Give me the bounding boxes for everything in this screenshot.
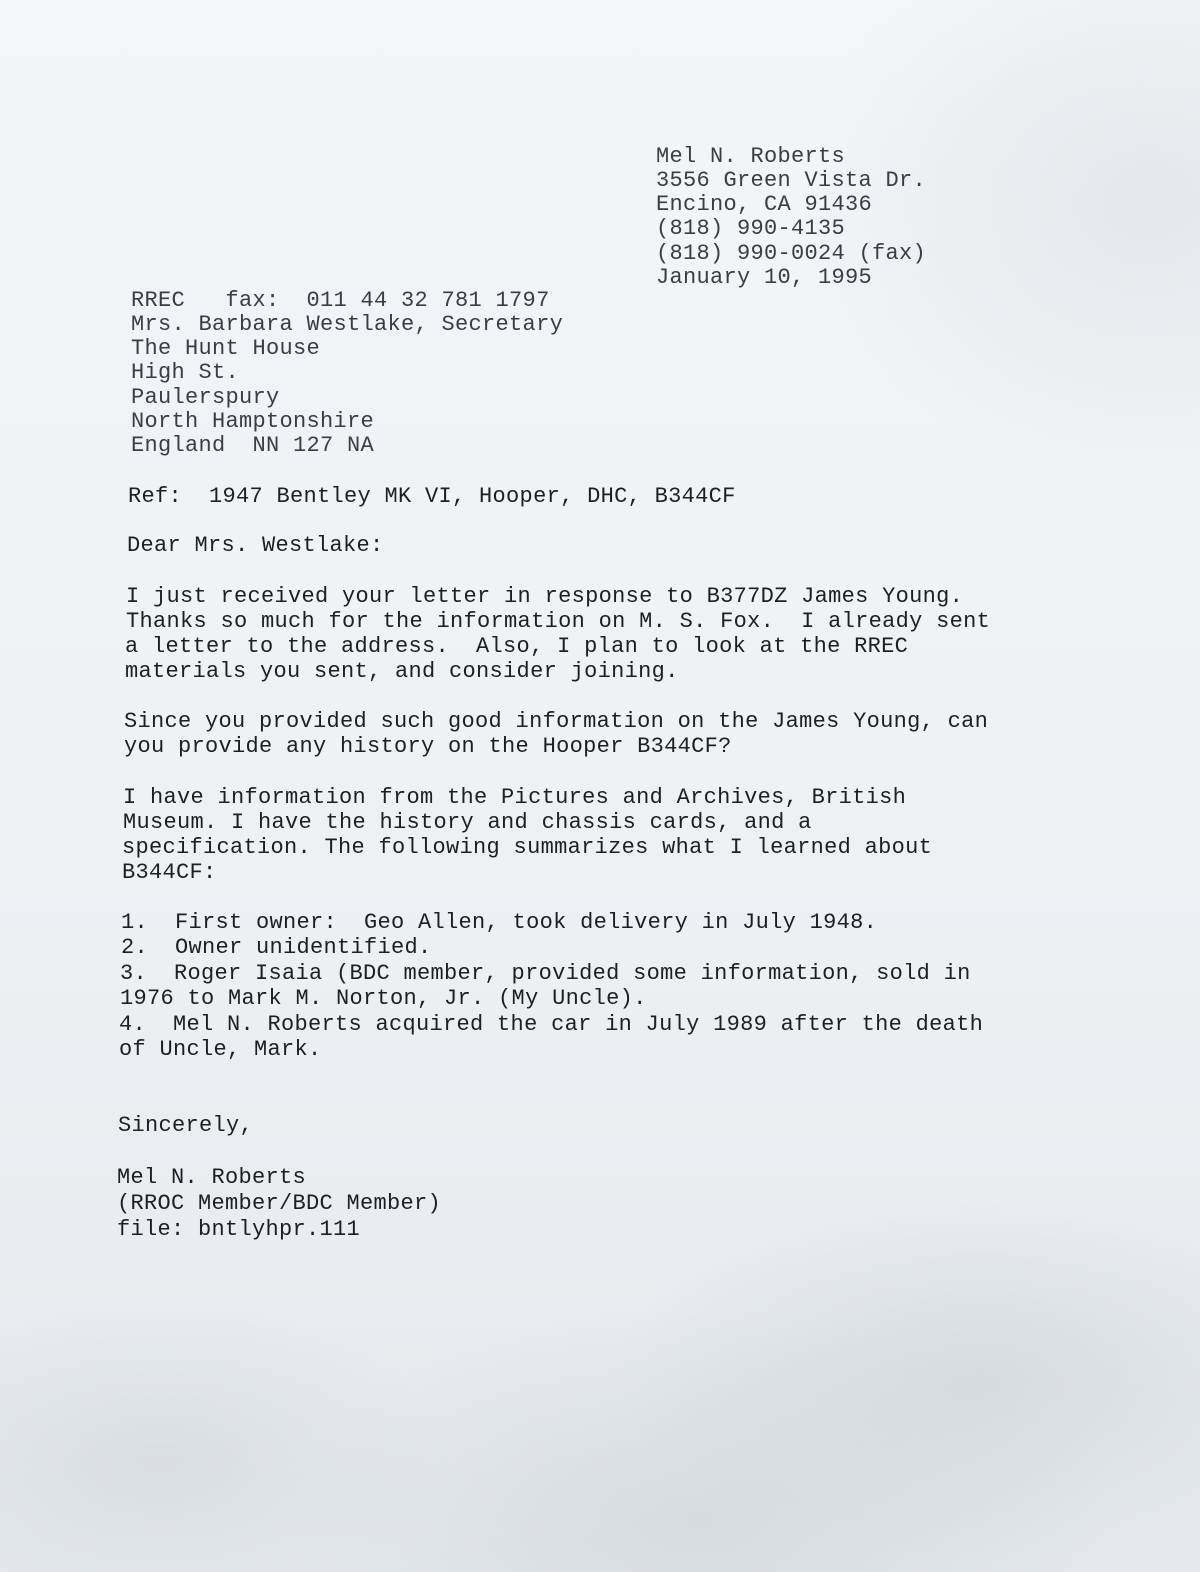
- letter-date: January 10, 1995: [656, 265, 873, 290]
- sender-city: Encino, CA 91436: [656, 192, 873, 217]
- sender-phone: (818) 990-4135: [656, 216, 846, 241]
- recipient-address-line: The Hunt House: [131, 336, 321, 361]
- list-item-continuation: 1976 to Mark M. Norton, Jr. (My Uncle).: [120, 986, 647, 1011]
- paragraph-line: you provide any history on the Hooper B344CF?: [124, 734, 732, 759]
- paragraph-line: a letter to the address. Also, I plan to look at the RREC: [125, 634, 909, 659]
- paragraph-line: materials you sent, and consider joining.: [125, 659, 679, 684]
- paragraph-line: I have information from the Pictures and Archives, British: [123, 785, 907, 810]
- list-item: 3. Roger Isaia (BDC member, provided some information, sold in: [120, 961, 971, 986]
- paragraph-line: specification. The following summarizes what I learned about: [122, 835, 933, 860]
- closing: Sincerely,: [118, 1113, 254, 1138]
- list-item: 2. Owner unidentified.: [121, 935, 432, 960]
- sender-street: 3556 Green Vista Dr.: [656, 168, 927, 193]
- paragraph-line: Since you provided such good information on the James Young, can: [124, 709, 989, 734]
- reference-line: Ref: 1947 Bentley MK VI, Hooper, DHC, B344CF: [128, 484, 736, 509]
- paragraph-line: Thanks so much for the information on M. S. Fox. I already sent: [126, 609, 991, 634]
- recipient-name: Mrs. Barbara Westlake, Secretary: [131, 312, 564, 337]
- list-item: 1. First owner: Geo Allen, took delivery in July 1948.: [121, 910, 878, 935]
- file-reference: file: bntlyhpr.111: [117, 1217, 361, 1242]
- paragraph-line: B344CF:: [122, 860, 217, 885]
- paragraph-line: I just received your letter in response to B377DZ James Young.: [126, 584, 964, 609]
- paragraph-line: Museum. I have the history and chassis cards, and a: [123, 810, 812, 835]
- signature-membership: (RROC Member/BDC Member): [117, 1191, 442, 1216]
- list-item: 4. Mel N. Roberts acquired the car in July 1989 after the death: [119, 1012, 984, 1037]
- recipient-fax-line: RREC fax: 011 44 32 781 1797: [131, 288, 550, 313]
- signature-name: Mel N. Roberts: [117, 1165, 307, 1190]
- salutation: Dear Mrs. Westlake:: [127, 533, 384, 558]
- sender-fax: (818) 990-0024 (fax): [656, 241, 927, 266]
- recipient-address-line: High St.: [131, 360, 240, 385]
- sender-name: Mel N. Roberts: [656, 144, 846, 169]
- list-item-continuation: of Uncle, Mark.: [119, 1037, 322, 1062]
- recipient-address-line: England NN 127 NA: [131, 433, 375, 458]
- recipient-address-line: North Hamptonshire: [131, 409, 375, 434]
- recipient-address-line: Paulerspury: [131, 385, 280, 410]
